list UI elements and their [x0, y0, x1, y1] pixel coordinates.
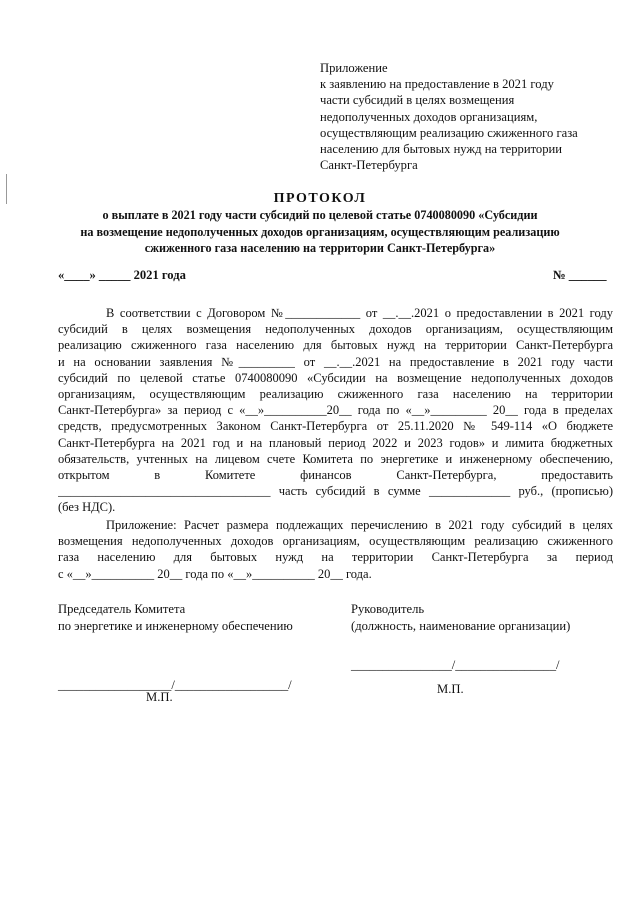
- stamp-placeholder-committee: М.П.: [146, 690, 173, 704]
- signatory-title: Председатель Комитета: [58, 602, 186, 616]
- appendix-line: части субсидий в целях возмещения: [320, 93, 515, 108]
- paragraph-line: Санкт-Петербурга» за период с «__»__________20__ года по «__»_________ 20__ года в пределах: [58, 403, 613, 418]
- scan-artifact: [6, 174, 7, 204]
- paragraph-line: средств, предусмотренных Законом Санкт-Петербурга от 25.11.2020 № 549-114 «О бюджете: [58, 419, 613, 434]
- paragraph-line: реализацию сжиженного газа населению для бытовых нужд на территории Санкт-Петербурга: [58, 338, 613, 353]
- protocol-number: № ______: [553, 268, 607, 282]
- paragraph-line: __________________________________ часть субсидий в сумме _____________ руб., (прописью): [58, 484, 613, 499]
- appendix-note: [320, 60, 620, 173]
- signatory-title: (должность, наименование организации): [351, 619, 571, 633]
- signatory-title: Руководитель: [351, 602, 425, 616]
- appendix-line: населению для бытовых нужд на территории: [320, 142, 563, 157]
- appendix-line: недополученных доходов организациям,: [320, 109, 538, 124]
- paragraph-line: субсидий по целевой статье 0740080090 «Субсидии на возмещение недополученных доходов: [58, 370, 613, 385]
- paragraph-line: возмещения недополученных доходов организациям, осуществляющим реализацию сжиженного: [58, 534, 613, 549]
- paragraph-line: организациям, осуществляющим реализацию сжиженного газа населению на территории: [58, 386, 613, 401]
- paragraph-line: и на основании заявления №_________ от __.__.2021 на предоставление в 2021 году части: [58, 354, 613, 369]
- paragraph-line: (без НДС).: [58, 500, 116, 515]
- appendix-line: Санкт-Петербурга: [320, 158, 418, 173]
- signatory-committee: [58, 601, 293, 635]
- document-subtitle: [40, 207, 600, 257]
- signatory-organization: [351, 601, 570, 635]
- appendix-line: осуществляющим реализацию сжиженного газа: [320, 125, 578, 140]
- stamp-placeholder-organization: М.П.: [437, 682, 464, 696]
- paragraph-line: обязательств, учтенных на лицевом счете Комитета по энергетике и инженерному обеспечению,: [58, 451, 613, 466]
- body-paragraph-main: [58, 305, 613, 515]
- appendix-line: Приложение: [320, 61, 388, 75]
- subtitle-line: на возмещение недополученных доходов организациям, осуществляющим реализацию: [80, 224, 560, 239]
- paragraph-line: с «__»__________ 20__ года по «__»__________ 20__ года.: [58, 566, 372, 581]
- document-title: ПРОТОКОЛ: [273, 191, 367, 206]
- signature-line-committee: __________________/__________________/: [58, 678, 292, 692]
- paragraph-line: Санкт-Петербурга на 2021 год и на плановый период 2022 и 2023 годов» и лимита бюджетных: [58, 435, 613, 450]
- subtitle-line: о выплате в 2021 году части субсидий по целевой статье 0740080090 «Субсидии: [102, 208, 538, 222]
- paragraph-line: открытом в Комитете финансов Санкт-Петербурга, предоставить: [58, 467, 613, 482]
- appendix-line: к заявлению на предоставление в 2021 году: [320, 77, 554, 92]
- paragraph-line: Приложение: Расчет размера подлежащих перечислению в 2021 году субсидий в целях: [106, 518, 613, 532]
- paragraph-line: газа населению для бытовых нужд на территории Санкт-Петербурга за период: [58, 550, 613, 565]
- paragraph-line: В соответствии с Договором №____________ от __.__.2021 о предоставлении в 2021 году: [106, 306, 613, 320]
- body-paragraph-attachment: [58, 517, 613, 582]
- signature-line-organization: ________________/________________/: [351, 658, 560, 672]
- protocol-date: «____» _____ 2021 года: [58, 268, 186, 282]
- subtitle-line: сжиженного газа населению на территории Санкт-Петербурга»: [144, 241, 496, 255]
- signatory-title: по энергетике и инженерному обеспечению: [58, 619, 293, 633]
- paragraph-line: субсидий в целях возмещения недополученных доходов организациям, осуществляющим: [58, 322, 613, 337]
